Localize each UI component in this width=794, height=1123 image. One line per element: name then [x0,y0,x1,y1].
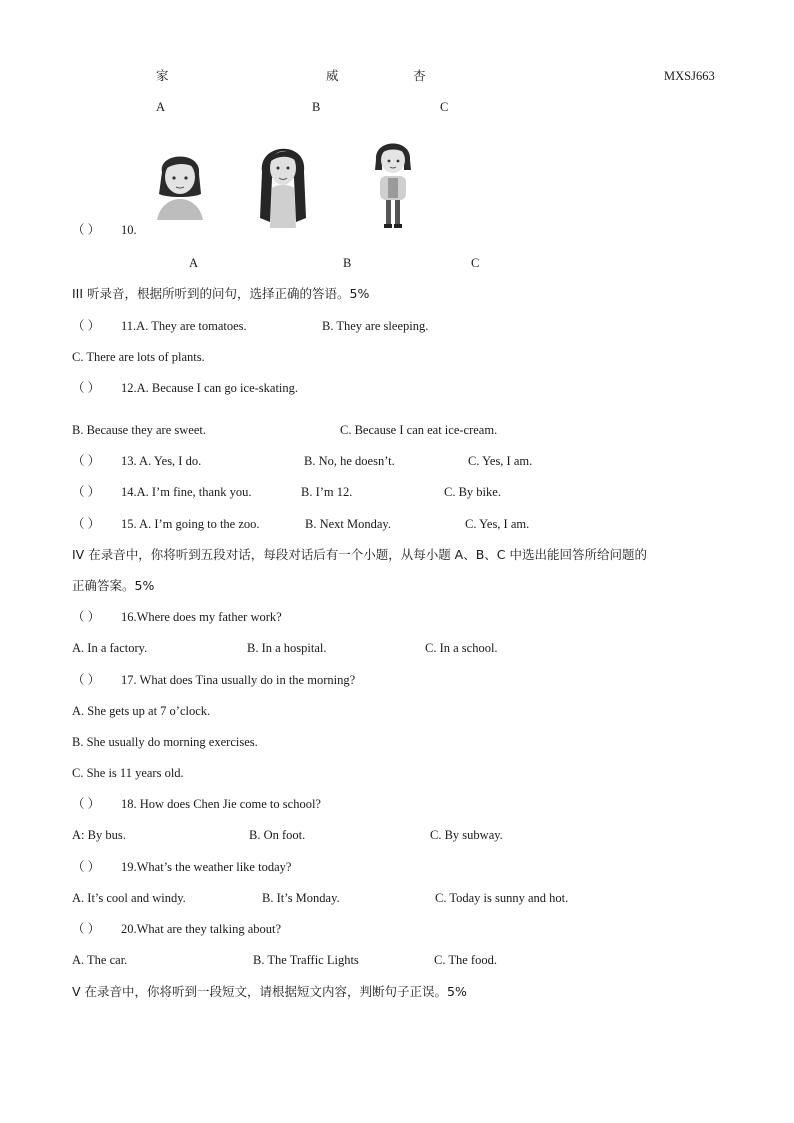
q20-paren: （ ） [72,922,101,936]
q20-option-a: A. The car. [72,953,128,967]
q10-paren: （ ） [72,223,101,237]
q11-option-b: B. They are sleeping. [322,319,429,333]
header-word-2: 威 [326,68,339,83]
q16-option-c: C. In a school. [425,641,498,655]
q16-option-a: A. In a factory. [72,641,148,655]
q19-option-c: C. Today is sunny and hot. [435,891,569,905]
q12-option-b: B. Because they are sweet. [72,423,206,437]
q14-option-a: 14.A. I’m fine, thank you. [121,485,252,499]
q13-option-c: C. Yes, I am. [468,454,533,468]
q10-letter-b: B [343,256,352,270]
q20-question: 20.What are they talking about? [121,922,282,936]
q18-option-c: C. By subway. [430,828,503,842]
header-letter-a: A [156,100,166,114]
q14-option-c: C. By bike. [444,485,501,499]
q15-option-b: B. Next Monday. [305,517,391,531]
q10-number: 10. [121,223,137,237]
girl-portrait-picture [152,142,208,222]
q19-option-b: B. It’s Monday. [262,891,340,905]
section-4-heading-line-1: IV 在录音中，你将听到五段对话，每段对话后有一个小题，从每小题 A、B、C 中选出能回答所给问题的 [72,547,648,562]
long-hair-woman-picture [254,138,312,230]
section-5-heading: V 在录音中，你将听到一段短文，请根据短文内容，判断句子正误。5% [72,984,467,999]
q15-paren: （ ） [72,517,101,531]
q11-option-a: 11.A. They are tomatoes. [121,319,247,333]
q19-question: 19.What’s the weather like today? [121,860,292,874]
header-word-1: 家 [156,68,169,83]
q15-option-a: 15. A. I’m going to the zoo. [121,517,260,531]
q13-option-a: 13. A. Yes, I do. [121,454,202,468]
q11-option-c: C. There are lots of plants. [72,350,205,364]
q11-paren: （ ） [72,319,101,333]
q17-option-c: C. She is 11 years old. [72,766,184,780]
header-letter-b: B [312,100,321,114]
header-letter-c: C [440,100,449,114]
q18-option-b: B. On foot. [249,828,306,842]
q17-question: 17. What does Tina usually do in the morning? [121,673,356,687]
q17-option-a: A. She gets up at 7 o’clock. [72,704,211,718]
q17-paren: （ ） [72,673,101,687]
section-4-heading-line-2: 正确答案。5% [72,578,155,593]
q19-paren: （ ） [72,860,101,874]
q15-option-c: C. Yes, I am. [465,517,530,531]
q10-letter-a: A [189,256,199,270]
q16-question: 16.Where does my father work? [121,610,282,624]
q20-option-c: C. The food. [434,953,497,967]
section-3-heading: III 听录音，根据所听到的问句，选择正确的答语。5% [72,286,370,301]
q17-option-b: B. She usually do morning exercises. [72,735,258,749]
q19-option-a: A. It’s cool and windy. [72,891,186,905]
q18-paren: （ ） [72,797,101,811]
girl-with-bob-picture [368,136,418,230]
q14-paren: （ ） [72,485,101,499]
q14-option-b: B. I’m 12. [301,485,353,499]
q12-option-a: 12.A. Because I can go ice-skating. [121,381,299,395]
q18-question: 18. How does Chen Jie come to school? [121,797,321,811]
q12-paren: （ ） [72,381,101,395]
q13-option-b: B. No, he doesn’t. [304,454,395,468]
q16-option-b: B. In a hospital. [247,641,327,655]
document-code: MXSJ663 [664,69,715,83]
header-word-3: 杏 [413,68,426,83]
q13-paren: （ ） [72,454,101,468]
q16-paren: （ ） [72,610,101,624]
q20-option-b: B. The Traffic Lights [253,953,359,967]
q10-letter-c: C [471,256,480,270]
q12-option-c: C. Because I can eat ice-cream. [340,423,498,437]
q18-option-a: A: By bus. [72,828,126,842]
